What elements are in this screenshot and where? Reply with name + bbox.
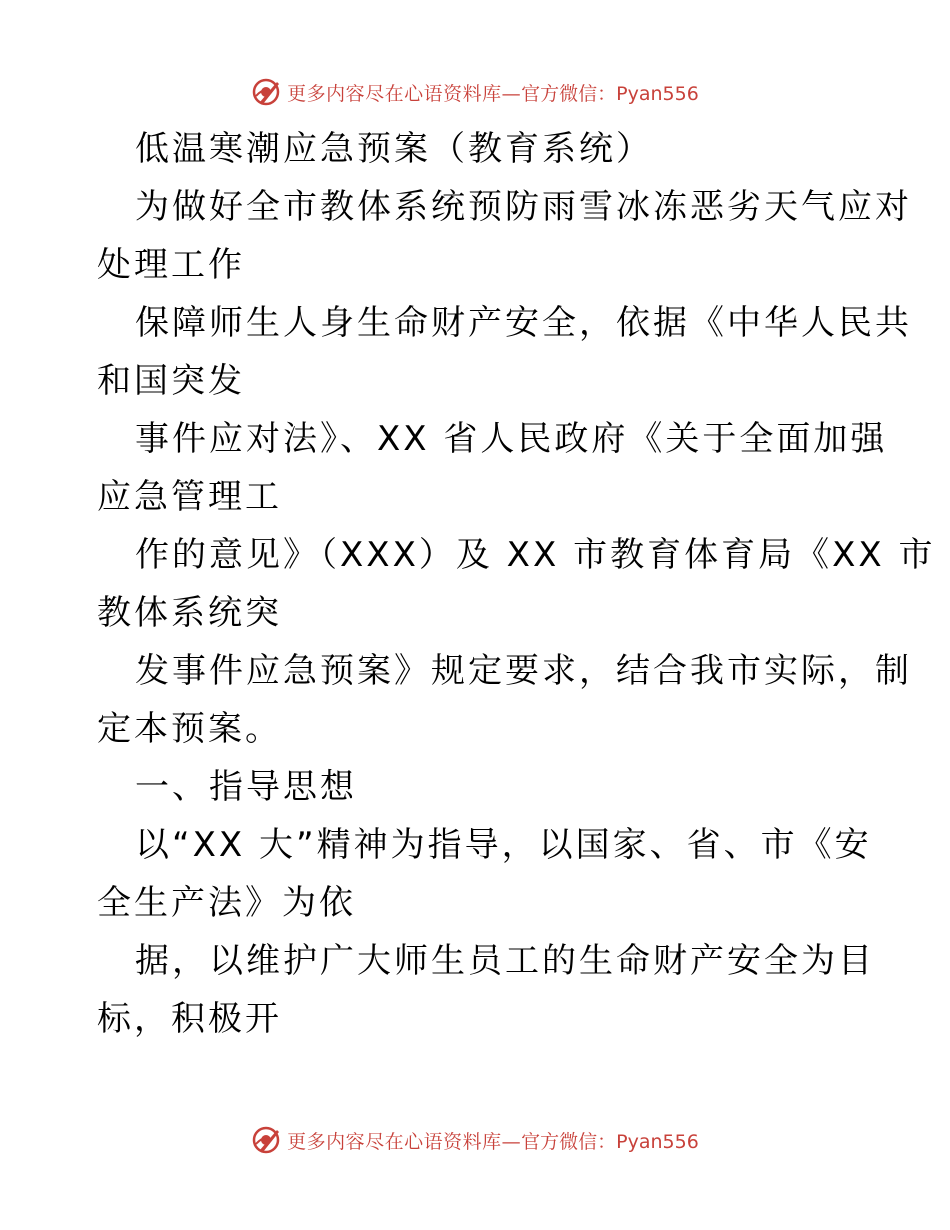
section-heading: 一、指导思想 <box>135 767 357 807</box>
paragraph-line: 标，积极开 <box>97 999 282 1039</box>
watermark-text: 更多内容尽在心语资料库— <box>287 1130 522 1153</box>
paragraph-line: 应急管理工 <box>97 477 282 517</box>
document-title: 低温寒潮应急预案（教育系统） <box>135 129 653 169</box>
paragraph-line: 处理工作 <box>97 245 245 285</box>
pen-logo-icon <box>251 1124 283 1156</box>
pen-logo-icon <box>251 76 283 108</box>
paragraph-line: 全生产法》为依 <box>97 883 356 923</box>
paragraph-line: 事件应对法》、XX 省人民政府《关于全面加强 <box>135 419 888 459</box>
footer-watermark <box>0 1120 950 1160</box>
watermark-contact: 官方微信：Pyan556 <box>521 1130 699 1153</box>
watermark-contact: 官方微信：Pyan556 <box>521 82 699 105</box>
paragraph-line: 和国突发 <box>97 361 245 401</box>
paragraph-line: 为做好全市教体系统预防雨雪冰冻恶劣天气应对 <box>135 187 912 227</box>
paragraph-line: 保障师生人身生命财产安全，依据《中华人民共 <box>135 303 912 343</box>
watermark-text: 更多内容尽在心语资料库— <box>287 82 522 105</box>
paragraph-line: 定本预案。 <box>97 709 282 749</box>
document-body <box>97 120 936 1048</box>
paragraph-line: 教体系统突 <box>97 593 282 633</box>
paragraph-line: 发事件应急预案》规定要求，结合我市实际，制 <box>135 651 912 691</box>
paragraph-line: 据，以维护广大师生员工的生命财产安全为目 <box>135 941 875 981</box>
header-watermark <box>0 72 950 112</box>
paragraph-line: 作的意见》（XXX）及 XX 市教育体育局《XX 市 <box>135 535 936 575</box>
paragraph-line: 以“XX 大”精神为指导，以国家、省、市《安 <box>135 825 872 865</box>
